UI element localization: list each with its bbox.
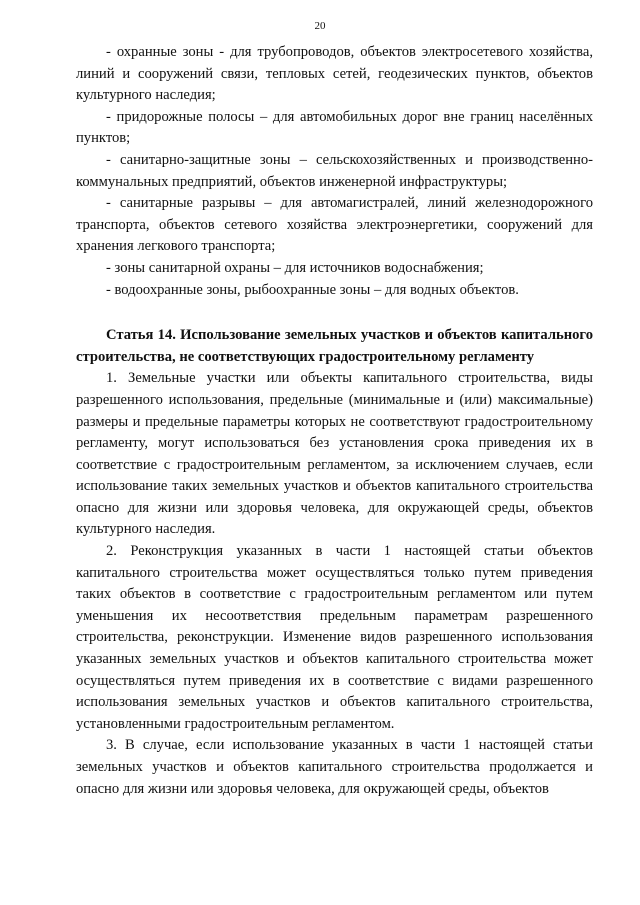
- list-item: - водоохранные зоны, рыбоохранные зоны – для водных объектов.: [106, 281, 519, 298]
- list-item: - придорожные полосы – для автомобильных дорог вне границ населённых пунктов;: [76, 108, 593, 147]
- article-paragraph: 1. Земельные участки или объекты капитального строительства, виды разрешенного использования, предельные (минимальные и (или) максимальные) размеры и предельные параметры которых не соответствуют градостроительному регламенту, могут использоваться без установления срока приведения их в соответствие с градостроительным регламентом, за исключением случаев, если использование таких земельных участков и объектов капитального строительства опасно для жизни или здоровья человека, для окружающей среды, объектов культурного наследия.: [76, 370, 593, 538]
- list-item: - санитарные разрывы – для автомагистралей, линий железнодорожного транспорта, объектов сетевого хозяйства электроэнергетики, сооружений для хранения легкового транспорта;: [76, 195, 593, 255]
- article-heading: Статья 14. Использование земельных участков и объектов капитального строительства, не соответствующих градостроительному регламенту: [76, 327, 593, 365]
- list-item: - зоны санитарной охраны – для источников водоснабжения;: [106, 259, 484, 276]
- article-paragraph: 2. Реконструкция указанных в части 1 настоящей статьи объектов капитального строительства может осуществляться только путем приведения таких объектов в соответствие с градостроительным регламентом или путем уменьшения их несоответствия предельным параметрам разрешенного строительства, реконструкции. Изменение видов разрешенного использования указанных земельных участков и объектов капитального строительства может осуществляться путем приведения их в соответствие с видами разрешенного использования земельных участков и объектов капитального строительства, установленными градостроительным регламентом.: [76, 543, 593, 732]
- list-item: - санитарно-защитные зоны – сельскохозяйственных и производственно-коммунальных предприятий, объектов инженерной инфраструктуры;: [76, 151, 593, 190]
- article-paragraph: 3. В случае, если использование указанных в части 1 настоящей статьи земельных участков и объектов капитального строительства продолжается и опасно для жизни или здоровья человека, для окружающей среды, объектов: [76, 737, 593, 797]
- page-number: 20: [314, 20, 326, 32]
- page-content: [76, 42, 593, 800]
- list-item: - охранные зоны - для трубопроводов, объектов электросетевого хозяйства, линий и сооружений связи, тепловых сетей, геодезических пунктов, объектов культурного наследия;: [76, 44, 593, 104]
